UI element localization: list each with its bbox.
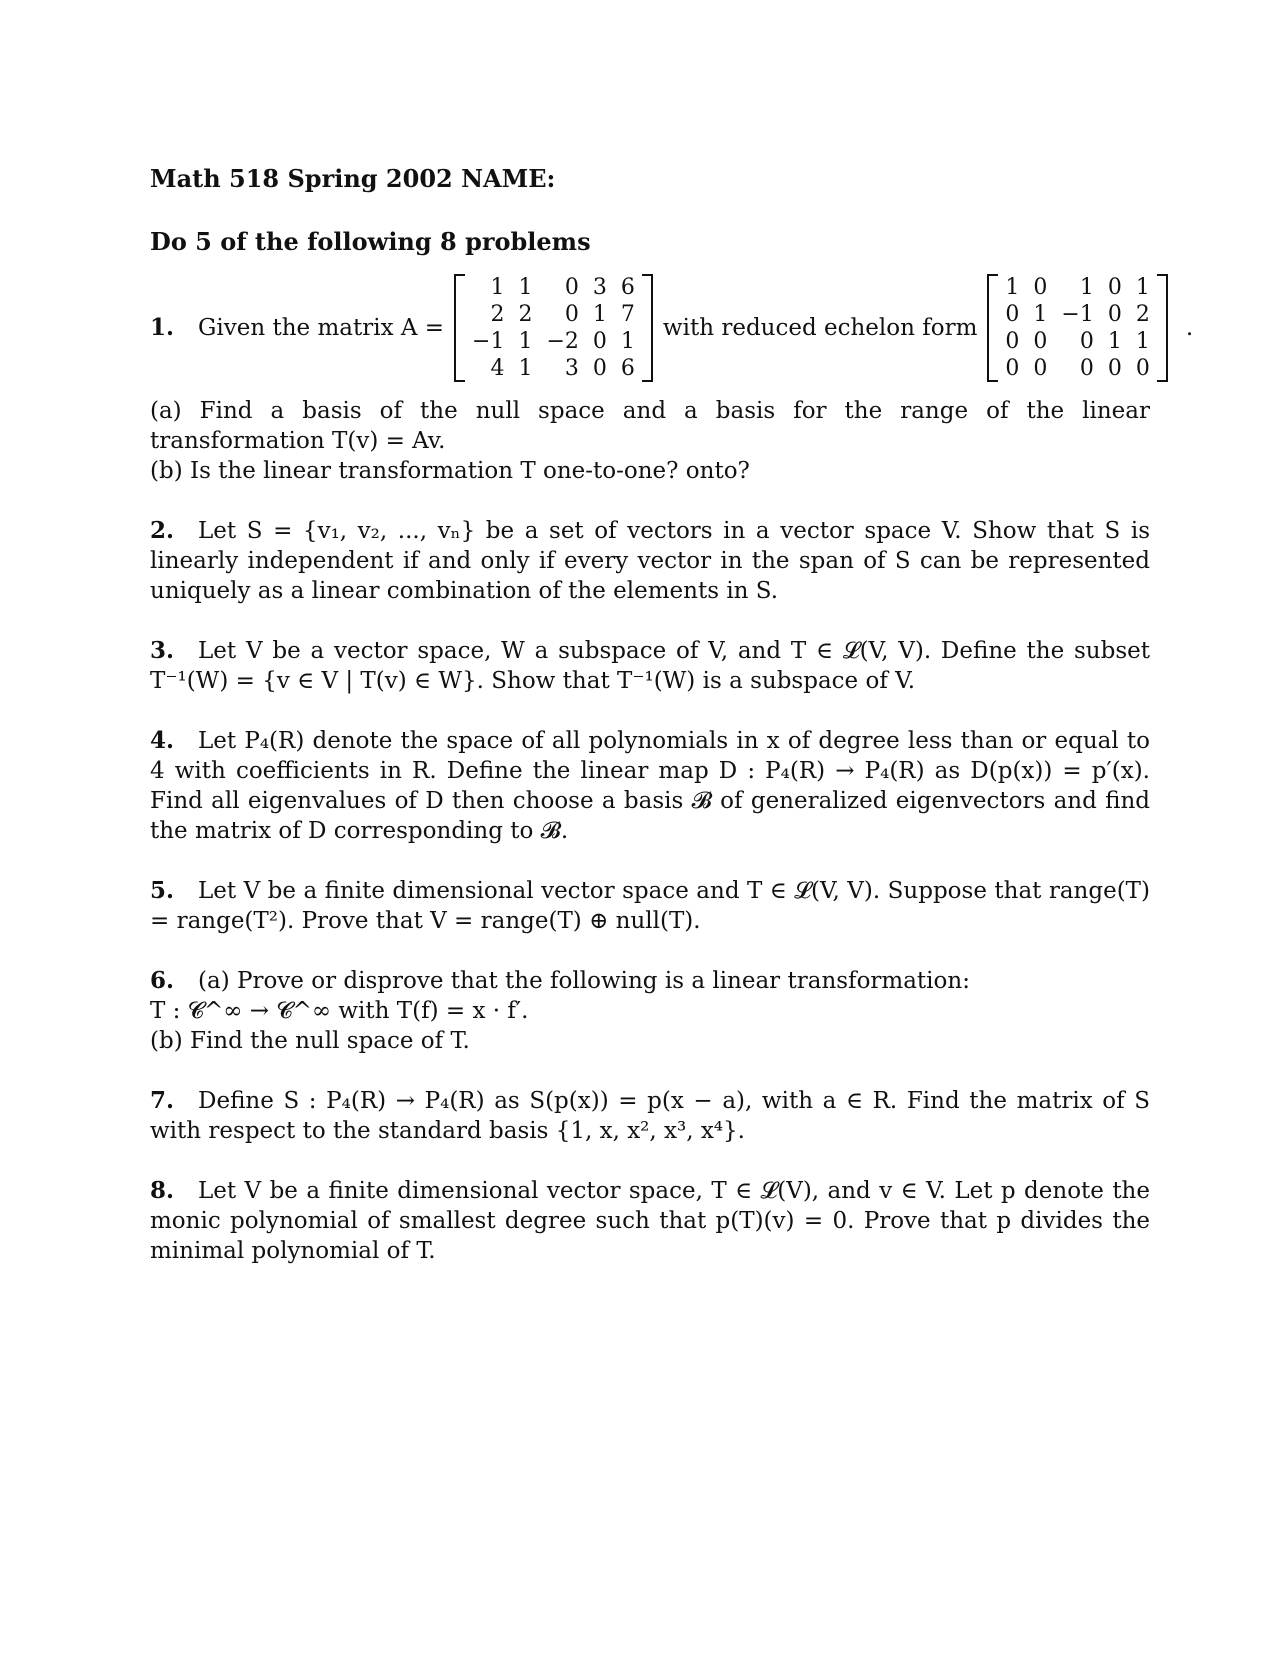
- matrix-r-cell: 0: [1107, 356, 1122, 381]
- matrix-r-cell: 0: [1107, 302, 1122, 327]
- problem-8: [150, 1176, 1150, 1266]
- matrix-r: [987, 274, 1167, 382]
- matrix-a-cell: 1: [592, 302, 607, 327]
- problem-4-number: 4.: [150, 727, 175, 754]
- matrix-a-cell: 0: [592, 356, 607, 381]
- problem-6-line-3: (b) Find the null space of T.: [150, 1028, 470, 1054]
- problem-5-number: 5.: [150, 877, 175, 904]
- matrix-a-cell: 6: [620, 275, 635, 300]
- problem-1-part-a: (a) Find a basis of the null space and a basis for the range of the linear transformation T(v) = Av.: [150, 398, 1150, 454]
- problem-6-line-2: T : 𝓒^∞ → 𝓒^∞ with T(f) = x · f′.: [150, 998, 529, 1024]
- problem-1-middle: with reduced echelon form: [662, 315, 978, 341]
- problem-1: [150, 274, 1194, 486]
- problem-8-number: 8.: [150, 1177, 175, 1204]
- matrix-r-cell: 0: [1005, 356, 1020, 381]
- matrix-r-row: [998, 301, 1156, 328]
- matrix-a-cell: 4: [490, 356, 505, 381]
- matrix-r-cell: 0: [1079, 356, 1094, 381]
- matrix-a-row: [465, 301, 642, 328]
- matrix-a-cell: 3: [592, 275, 607, 300]
- matrix-a-cell: −1: [472, 329, 505, 354]
- matrix-a-cell: 1: [518, 329, 533, 354]
- matrix-a-cell: 6: [620, 356, 635, 381]
- problem-1-number: 1.: [150, 314, 175, 341]
- problem-2-number: 2.: [150, 517, 175, 544]
- matrix-r-left-bracket: [987, 274, 998, 382]
- matrix-a-cell: 3: [564, 356, 579, 381]
- matrix-a-cell: 1: [518, 356, 533, 381]
- matrix-r-cell: 1: [1135, 275, 1150, 300]
- problem-8-text: Let V be a finite dimensional vector space, T ∈ 𝓛(V), and v ∈ V. Let p denote the monic polynomial of smallest degree such that p(T)(v) = 0. Prove that p divides the minimal polynomial of T.: [150, 1178, 1150, 1264]
- matrix-r-cell: 0: [1079, 329, 1094, 354]
- matrix-r-row: [998, 328, 1156, 355]
- matrix-r-cell: 0: [1033, 356, 1048, 381]
- matrix-r-cell: 1: [1135, 329, 1150, 354]
- problem-4-text: Let P₄(R) denote the space of all polynomials in x of degree less than or equal to 4 with coefficients in R. Define the linear map D : P₄(R) → P₄(R) as D(p(x)) = p′(x). Find all eigenvalues of D then choose a basis 𝓑 of generalized eigenvectors and find the matrix of D corresponding to 𝓑.: [150, 728, 1150, 844]
- problem-1-end: .: [1185, 315, 1194, 341]
- problem-6-line-1: (a) Prove or disprove that the following is a linear transformation:: [198, 968, 970, 994]
- matrix-a-row: [465, 274, 642, 301]
- problem-1-matrix-row: [150, 274, 1194, 382]
- matrix-r-cell: 0: [1005, 329, 1020, 354]
- matrix-r-cell: 2: [1135, 302, 1150, 327]
- exam-instructions: Do 5 of the following 8 problems: [150, 227, 591, 256]
- matrix-a-row: [465, 355, 642, 382]
- problem-7-number: 7.: [150, 1087, 175, 1114]
- exam-content: [150, 164, 1194, 1296]
- matrix-r-cell: 0: [1033, 329, 1048, 354]
- matrix-a-cell: 1: [620, 329, 635, 354]
- problem-6-number: 6.: [150, 967, 175, 994]
- matrix-a-table: [465, 274, 642, 382]
- problem-2-text: Let S = {v₁, v₂, ..., vₙ} be a set of vectors in a vector space V. Show that S is linearly independent if and only if every vector in the span of S can be represented uniquely as a linear combination of the elements in S.: [150, 518, 1150, 604]
- problem-7-text: Define S : P₄(R) → P₄(R) as S(p(x)) = p(x − a), with a ∈ R. Find the matrix of S with respect to the standard basis {1, x, x², x³, x⁴}.: [150, 1088, 1150, 1144]
- problem-1-part-b: (b) Is the linear transformation T one-to-one? onto?: [150, 458, 750, 484]
- problem-2: [150, 516, 1150, 606]
- matrix-r-row: [998, 274, 1156, 301]
- matrix-a-cell: 0: [564, 302, 579, 327]
- problem-5: [150, 876, 1150, 936]
- matrix-a: [454, 274, 653, 382]
- matrix-a-right-bracket: [642, 274, 653, 382]
- matrix-a-cell: 2: [518, 302, 533, 327]
- matrix-a-left-bracket: [454, 274, 465, 382]
- matrix-a-cell: 1: [518, 275, 533, 300]
- matrix-a-cell: −2: [546, 329, 579, 354]
- problem-6: [150, 966, 1150, 1056]
- matrix-a-row: [465, 328, 642, 355]
- matrix-a-cell: 1: [490, 275, 505, 300]
- matrix-r-cell: 0: [1033, 275, 1048, 300]
- matrix-a-cell: 0: [564, 275, 579, 300]
- matrix-r-cell: 0: [1107, 275, 1122, 300]
- matrix-r-cell: 1: [1079, 275, 1094, 300]
- matrix-r-table: [998, 274, 1156, 382]
- problem-3-number: 3.: [150, 637, 175, 664]
- matrix-r-cell: 0: [1135, 356, 1150, 381]
- matrix-r-row: [998, 355, 1156, 382]
- matrix-r-cell: −1: [1061, 302, 1094, 327]
- problem-1-lead: Given the matrix A =: [198, 315, 445, 341]
- problem-3: [150, 636, 1150, 696]
- matrix-r-right-bracket: [1157, 274, 1168, 382]
- exam-title: Math 518 Spring 2002 NAME:: [150, 164, 556, 193]
- problem-5-text: Let V be a finite dimensional vector space and T ∈ 𝓛(V, V). Suppose that range(T) = range(T²). Prove that V = range(T) ⊕ null(T).: [150, 878, 1150, 934]
- problem-3-text: Let V be a vector space, W a subspace of V, and T ∈ 𝓛(V, V). Define the subset T⁻¹(W) = {v ∈ V | T(v) ∈ W}. Show that T⁻¹(W) is a subspace of V.: [150, 638, 1150, 694]
- matrix-a-cell: 7: [620, 302, 635, 327]
- matrix-r-cell: 1: [1033, 302, 1048, 327]
- matrix-a-cell: 0: [592, 329, 607, 354]
- problem-4: [150, 726, 1150, 846]
- problem-7: [150, 1086, 1150, 1146]
- matrix-r-cell: 0: [1005, 302, 1020, 327]
- matrix-a-cell: 2: [490, 302, 505, 327]
- matrix-r-cell: 1: [1005, 275, 1020, 300]
- matrix-r-cell: 1: [1107, 329, 1122, 354]
